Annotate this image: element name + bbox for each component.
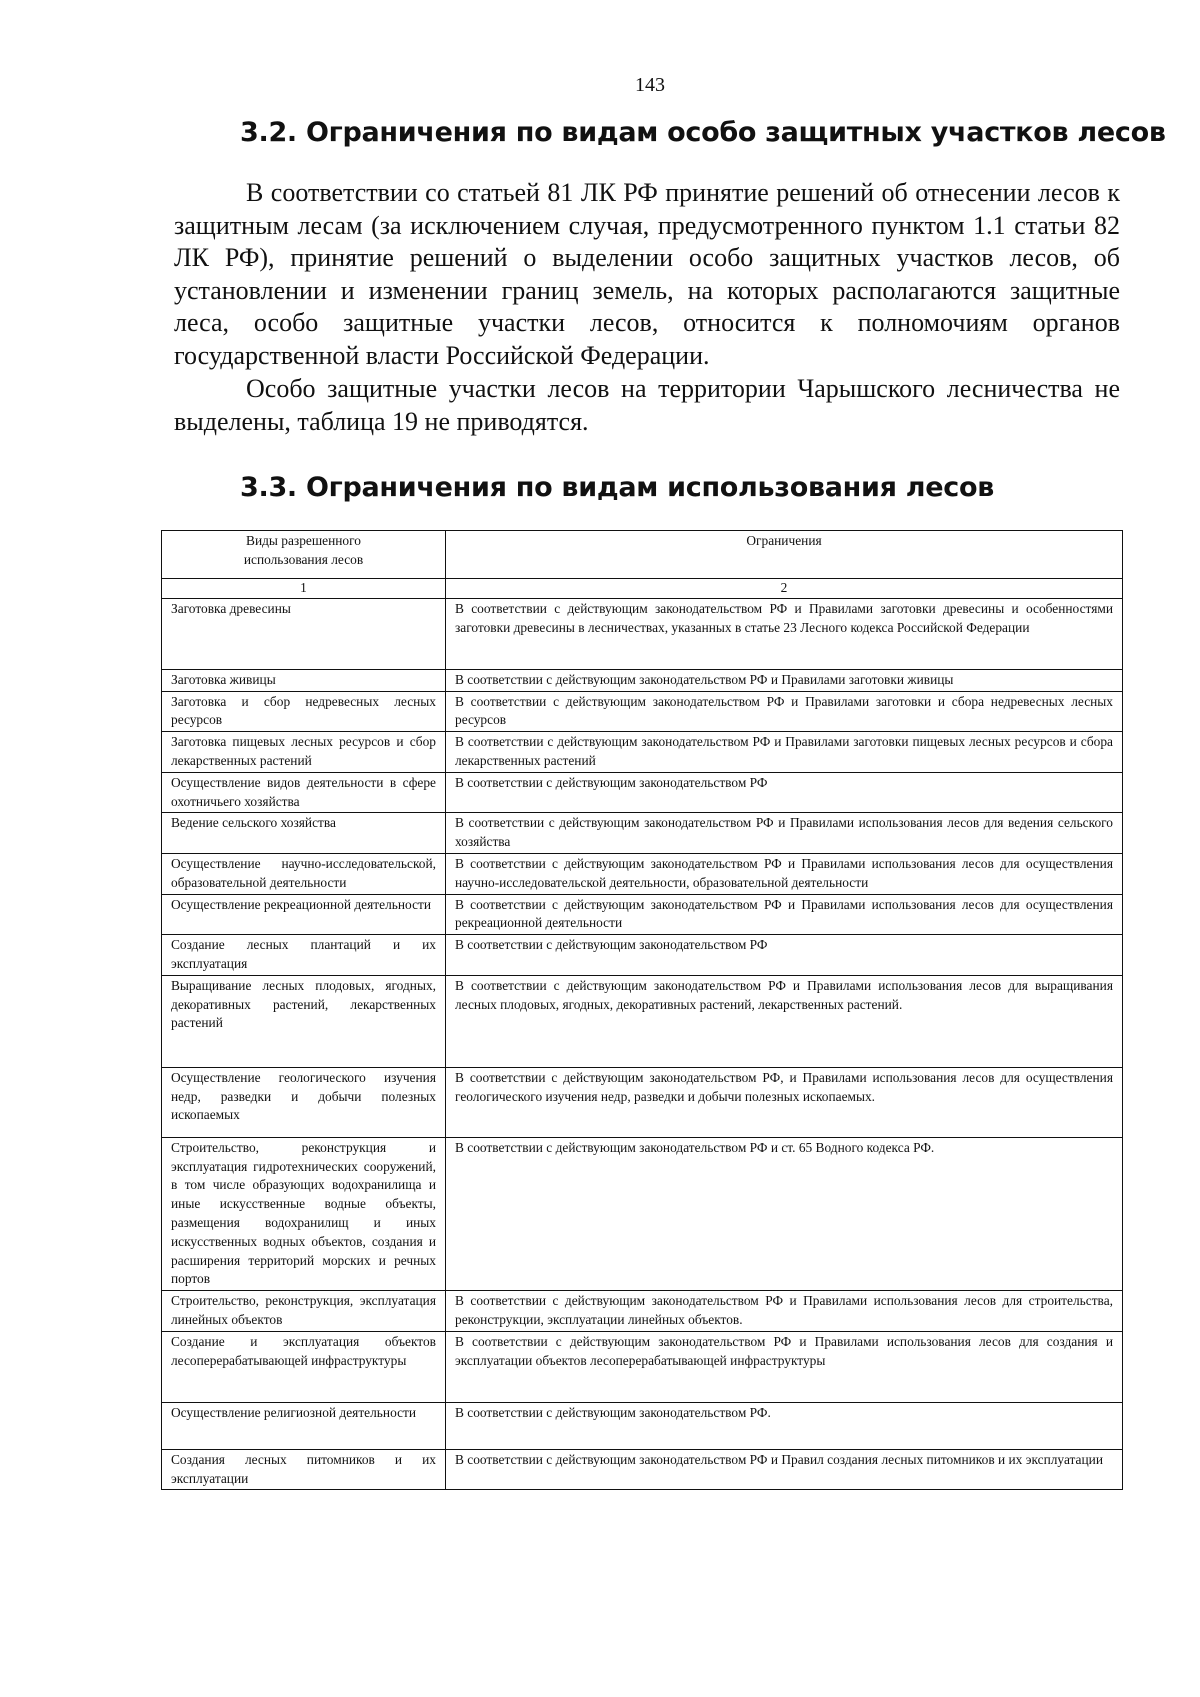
use-cell: Заготовка и сбор недревесных лесных ресурсов (162, 691, 446, 732)
use-cell: Создания лесных питомников и их эксплуатации (162, 1449, 446, 1490)
restriction-cell: В соответствии с действующим законодательством РФ и Правилами использования лесов для ведения сельского хозяйства (446, 813, 1123, 854)
header-cell-restriction: Ограничения (446, 531, 1123, 579)
table-row (162, 935, 1123, 976)
table-row (162, 813, 1123, 854)
column-number-2: 2 (446, 579, 1123, 599)
paragraph-2: Особо защитные участки лесов на территории Чарышского лесничества не выделены, таблица 19 не приводятся. (174, 374, 1120, 436)
restrictions-table (161, 530, 1123, 1490)
table-row (162, 975, 1123, 1067)
section-title-3-2: 3.2. Ограничения по видам особо защитных участков лесов (240, 117, 1166, 148)
use-cell: Заготовка пищевых лесных ресурсов и сбор лекарственных растений (162, 732, 446, 773)
restriction-cell: В соответствии с действующим законодательством РФ и Правил создания лесных питомников и их эксплуатации (446, 1449, 1123, 1490)
table-row (162, 1291, 1123, 1332)
restriction-cell: В соответствии с действующим законодательством РФ (446, 935, 1123, 976)
column-number-1: 1 (162, 579, 446, 599)
column-number-row (162, 579, 1123, 599)
restriction-cell: В соответствии с действующим законодательством РФ и Правилами заготовки живицы (446, 669, 1123, 691)
restriction-cell: В соответствии с действующим законодательством РФ и ст. 65 Водного кодекса РФ. (446, 1137, 1123, 1290)
header-cell-use: Виды разрешенного использования лесов (162, 531, 446, 579)
table-row (162, 598, 1123, 669)
restriction-cell: В соответствии с действующим законодательством РФ и Правилами использования лесов для строительства, реконструкции, эксплуатации линейных объектов. (446, 1291, 1123, 1332)
restriction-cell: В соответствии с действующим законодательством РФ и Правилами использования лесов для выращивания лесных плодовых, ягодных, декоративных растений, лекарственных растений. (446, 975, 1123, 1067)
table-row (162, 732, 1123, 773)
restriction-cell: В соответствии с действующим законодательством РФ и Правилами использования лесов для осуществления рекреационной деятельности (446, 894, 1123, 935)
table-row (162, 894, 1123, 935)
use-cell: Создание и эксплуатация объектов лесоперерабатывающей инфраструктуры (162, 1331, 446, 1402)
restriction-cell: В соответствии с действующим законодательством РФ и Правилами заготовки пищевых лесных ресурсов и сбора лекарственных растений (446, 732, 1123, 773)
use-cell: Осуществление религиозной деятельности (162, 1402, 446, 1449)
use-cell: Выращивание лесных плодовых, ягодных, декоративных растений, лекарственных растений (162, 975, 446, 1067)
restriction-cell: В соответствии с действующим законодательством РФ и Правилами использования лесов для создания и эксплуатации объектов лесоперерабатывающей инфраструктуры (446, 1331, 1123, 1402)
table-row (162, 691, 1123, 732)
table-row (162, 1402, 1123, 1449)
use-cell: Осуществление видов деятельности в сфере охотничьего хозяйства (162, 772, 446, 813)
table-header-row (162, 531, 1123, 579)
restriction-cell: В соответствии с действующим законодательством РФ и Правилами использования лесов для осуществления научно-исследовательской деятельности, образовательной деятельности (446, 853, 1123, 894)
table-row (162, 1137, 1123, 1290)
restriction-cell: В соответствии с действующим законодательством РФ и Правилами заготовки и сбора недревесных лесных ресурсов (446, 691, 1123, 732)
use-cell: Создание лесных плантаций и их эксплуатация (162, 935, 446, 976)
table-row (162, 669, 1123, 691)
section-title-3-3: 3.3. Ограничения по видам использования лесов (240, 472, 994, 503)
use-cell: Осуществление рекреационной деятельности (162, 894, 446, 935)
table-row (162, 1449, 1123, 1490)
table-row (162, 1067, 1123, 1137)
use-cell: Строительство, реконструкция, эксплуатация линейных объектов (162, 1291, 446, 1332)
restriction-cell: В соответствии с действующим законодательством РФ. (446, 1402, 1123, 1449)
paragraph-1: В соответствии со статьей 81 ЛК РФ принятие решений об отнесении лесов к защитным лесам (за исключением случая, предусмотренного пунктом 1.1 статьи 82 ЛК РФ), принятие решений о выделении особо защитных участков лесов, об установлении и изменении границ земель, на которых располагаются защитные леса, особо защитные участки лесов, относится к полномочиям органов государственной власти Российской Федерации. (174, 178, 1120, 370)
table-row (162, 772, 1123, 813)
use-cell: Ведение сельского хозяйства (162, 813, 446, 854)
restriction-cell: В соответствии с действующим законодательством РФ (446, 772, 1123, 813)
use-cell: Заготовка древесины (162, 598, 446, 669)
restriction-cell: В соответствии с действующим законодательством РФ и Правилами заготовки древесины и особенностями заготовки древесины в лесничествах, указанных в статье 23 Лесного кодекса Российской Федерации (446, 598, 1123, 669)
restriction-cell: В соответствии с действующим законодательством РФ, и Правилами использования лесов для осуществления геологического изучения недр, разведки и добычи полезных ископаемых. (446, 1067, 1123, 1137)
use-cell: Заготовка живицы (162, 669, 446, 691)
table-row (162, 853, 1123, 894)
use-cell: Осуществление геологического изучения недр, разведки и добычи полезных ископаемых (162, 1067, 446, 1137)
page-number: 143 (635, 74, 665, 96)
table-row (162, 1331, 1123, 1402)
use-cell: Строительство, реконструкция и эксплуатация гидротехнических сооружений, в том числе образующих водохранилища и иные искусственные водные объекты, размещения водохранилищ и иных искусственных водных объектов, создания и расширения территорий морских и речных портов (162, 1137, 446, 1290)
use-cell: Осуществление научно-исследовательской, образовательной деятельности (162, 853, 446, 894)
